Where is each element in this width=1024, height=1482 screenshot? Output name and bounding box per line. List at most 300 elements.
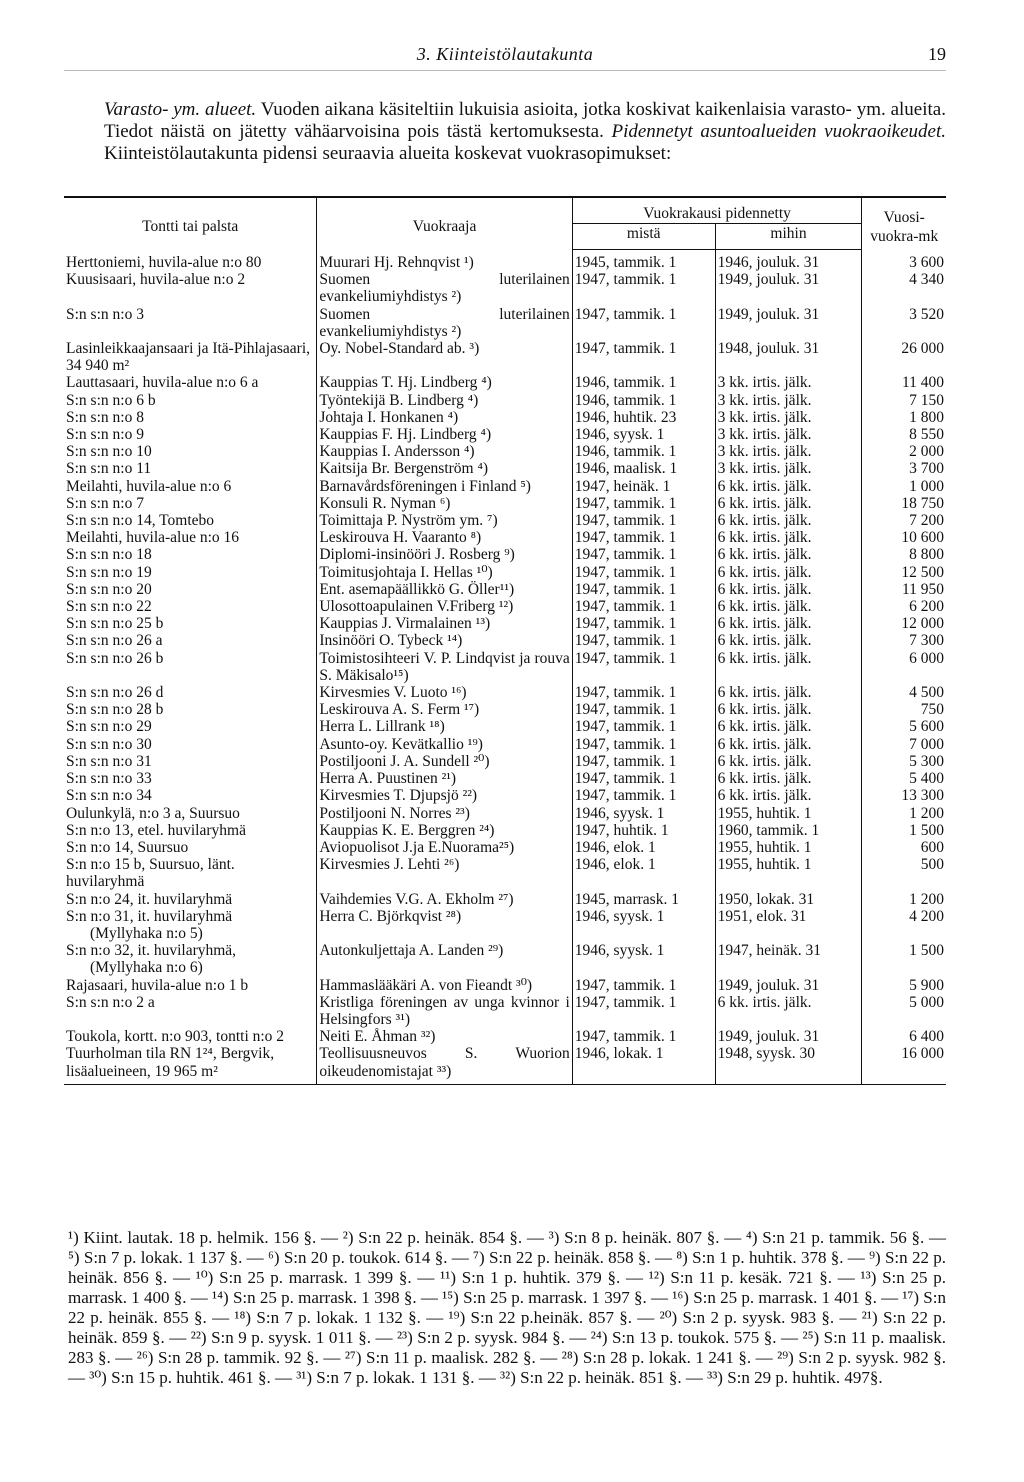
cell-plot-text: Meilahti, huvila-alue n:o 6 [66, 477, 232, 495]
cell-from [572, 546, 715, 563]
cell-lessee [317, 392, 572, 409]
cell-to-text: 6 kk. irtis. jälk. [717, 494, 812, 512]
table-row [64, 856, 946, 890]
section-text-storage: Vuoden aikana käsiteltiin lukuisia asioita, jotka koskivat kaikenlaisia varasto- ym. alueita. Tiedot näistä on jätetty vähäarvoisina pois tästä kertomuksesta. [104, 99, 946, 142]
cell-plot-text: S:n s:n n:o 26 b [66, 649, 164, 667]
cell-from [572, 805, 715, 822]
cell-from-text: 1947, tammik. 1 [574, 787, 677, 805]
cell-rent [862, 787, 946, 804]
cell-plot [64, 1028, 317, 1045]
intro-text [104, 99, 946, 165]
cell-lessee-text: Hammaslääkäri A. von Fieandt ³⁰) [319, 976, 533, 994]
cell-plot [64, 306, 317, 340]
cell-to [715, 736, 862, 753]
table-row [64, 684, 946, 701]
cell-lessee [317, 718, 572, 735]
cell-from [572, 615, 715, 632]
cell-lessee-text: Kristliga föreningen av unga kvinnor i Helsingfors ³¹) [319, 993, 570, 1028]
cell-to-text: 1948, jouluk. 31 [717, 340, 820, 358]
cell-from [572, 374, 715, 391]
cell-rent-text: 1 200 [909, 890, 944, 908]
cell-to-text: 1947, heinäk. 31 [717, 942, 821, 960]
cell-lessee-text: Herra C. Björkqvist ²⁸) [319, 907, 462, 925]
cell-lessee [317, 443, 572, 460]
cell-plot [64, 908, 317, 942]
cell-from-text: 1947, tammik. 1 [574, 529, 677, 547]
header-rent: Vuosi-vuokra-mk [862, 197, 946, 250]
cell-lessee-text: Herra L. Lillrank ¹⁸) [319, 718, 445, 736]
cell-from [572, 392, 715, 409]
cell-from-text: 1947, tammik. 1 [574, 718, 677, 736]
cell-lessee-text: Autonkuljettaja A. Landen ²⁹) [319, 942, 504, 960]
cell-from [572, 409, 715, 426]
header-lessee: Vuokraaja [317, 197, 572, 250]
cell-to-text: 6 kk. irtis. jälk. [717, 529, 812, 547]
cell-from-text: 1947, tammik. 1 [574, 752, 677, 770]
cell-lessee-text: Toimitusjohtaja I. Hellas ¹⁰) [319, 563, 493, 581]
cell-to-text: 1948, syysk. 30 [717, 1045, 815, 1063]
cell-from [572, 529, 715, 546]
cell-plot-text: S:n s:n n:o 25 b [66, 615, 164, 633]
header-period: Vuokrakausi pidennetty [572, 197, 862, 224]
table-row [64, 942, 946, 976]
cell-to-text: 6 kk. irtis. jälk. [717, 718, 812, 736]
cell-plot [64, 581, 317, 598]
cell-plot [64, 271, 317, 305]
cell-rent-text: 12 000 [901, 615, 944, 633]
table-row [64, 306, 946, 340]
cell-plot [64, 891, 317, 908]
cell-to [715, 650, 862, 684]
cell-lessee-text: Kirvesmies J. Lehti ²⁶) [319, 856, 460, 874]
cell-rent [862, 546, 946, 563]
cell-from-text: 1947, tammik. 1 [574, 770, 677, 788]
cell-to [715, 977, 862, 994]
cell-to-text: 6 kk. irtis. jälk. [717, 477, 812, 495]
cell-to-text: 1949, jouluk. 31 [717, 305, 820, 323]
cell-rent [862, 478, 946, 495]
cell-plot-text: S:n s:n n:o 3 [66, 305, 144, 323]
cell-from [572, 564, 715, 581]
cell-rent [862, 718, 946, 735]
cell-rent [862, 891, 946, 908]
cell-rent-text: 10 600 [901, 529, 944, 547]
cell-lessee-text: Johtaja I. Honkanen ⁴) [319, 408, 459, 426]
cell-to-text: 1951, elok. 31 [717, 907, 807, 925]
cell-from-text: 1946, syysk. 1 [574, 907, 665, 925]
cell-rent-text: 26 000 [901, 340, 944, 358]
cell-to [715, 374, 862, 391]
cell-lessee [317, 529, 572, 546]
cell-to-text: 3 kk. irtis. jälk. [717, 391, 812, 409]
cell-plot-continuation: (Myllyhaka n:o 6) [90, 959, 203, 977]
cell-from [572, 822, 715, 839]
cell-plot [64, 977, 317, 994]
cell-rent-text: 7 200 [909, 512, 944, 530]
cell-lessee-text: Asunto-oy. Kevätkallio ¹⁹) [319, 735, 483, 753]
cell-rent [862, 822, 946, 839]
cell-to [715, 495, 862, 512]
cell-plot-text: S:n s:n n:o 28 b [66, 701, 164, 719]
table-row [64, 839, 946, 856]
section-text-leases: Kiinteistölautakunta pidensi seuraavia alueita koskevat vuokrasopimukset: [104, 143, 672, 164]
cell-to [715, 1045, 862, 1084]
cell-rent [862, 409, 946, 426]
cell-from [572, 856, 715, 890]
cell-rent [862, 701, 946, 718]
cell-from [572, 340, 715, 374]
cell-lessee [317, 564, 572, 581]
cell-from [572, 684, 715, 701]
cell-to-text: 1960, tammik. 1 [717, 821, 820, 839]
cell-rent [862, 460, 946, 477]
cell-to [715, 994, 862, 1028]
cell-to-text: 6 kk. irtis. jälk. [717, 770, 812, 788]
cell-lessee-text: Neiti E. Åhman ³²) [319, 1028, 436, 1046]
cell-to [715, 908, 862, 942]
cell-plot [64, 495, 317, 512]
cell-rent [862, 615, 946, 632]
cell-lessee-text: Oy. Nobel-Standard ab. ³) [319, 340, 480, 358]
cell-from [572, 1045, 715, 1084]
cell-from-text: 1947, tammik. 1 [574, 305, 677, 323]
cell-lessee [317, 805, 572, 822]
cell-to-text: 3 kk. irtis. jälk. [717, 443, 812, 461]
table-row [64, 1045, 946, 1084]
cell-plot [64, 512, 317, 529]
cell-lessee [317, 1045, 572, 1084]
cell-lessee [317, 650, 572, 684]
cell-lessee-text: Ulosottoapulainen V.Friberg ¹²) [319, 598, 514, 616]
cell-from [572, 271, 715, 305]
cell-to [715, 942, 862, 976]
table-row [64, 529, 946, 546]
cell-from-text: 1947, heinäk. 1 [574, 477, 671, 495]
cell-to [715, 598, 862, 615]
cell-plot [64, 701, 317, 718]
header-from: mistä [572, 224, 715, 250]
table-row [64, 250, 946, 272]
cell-to-text: 6 kk. irtis. jälk. [717, 993, 812, 1011]
cell-plot-text: S:n s:n n:o 22 [66, 598, 152, 616]
cell-to-text: 6 kk. irtis. jälk. [717, 701, 812, 719]
table-row [64, 822, 946, 839]
cell-plot [64, 478, 317, 495]
cell-plot [64, 684, 317, 701]
cell-to-text: 1949, jouluk. 31 [717, 976, 820, 994]
cell-rent [862, 942, 946, 976]
header-plot: Tontti tai palsta [64, 197, 317, 250]
cell-lessee [317, 460, 572, 477]
cell-rent-text: 13 300 [901, 787, 944, 805]
cell-from-text: 1947, tammik. 1 [574, 340, 677, 358]
table-row [64, 478, 946, 495]
cell-from [572, 908, 715, 942]
cell-to [715, 478, 862, 495]
cell-plot-text: S:n s:n n:o 26 a [66, 632, 163, 650]
table-row [64, 891, 946, 908]
cell-from-text: 1947, tammik. 1 [574, 563, 677, 581]
cell-to [715, 822, 862, 839]
cell-rent-text: 11 950 [901, 580, 944, 598]
cell-plot-text: Oulunkylä, n:o 3 a, Suursuo [66, 804, 240, 822]
cell-lessee [317, 684, 572, 701]
table-row [64, 374, 946, 391]
table-row [64, 460, 946, 477]
cell-plot [64, 856, 317, 890]
cell-rent [862, 512, 946, 529]
cell-rent [862, 1028, 946, 1045]
cell-plot-text: Herttoniemi, huvila-alue n:o 80 [66, 253, 262, 271]
section-heading-leases: Pidennetyt asuntoalueiden vuokraoikeudet. [611, 121, 946, 142]
cell-rent-text: 5 900 [909, 976, 944, 994]
cell-plot [64, 736, 317, 753]
table-row [64, 994, 946, 1028]
table-row [64, 426, 946, 443]
cell-lessee [317, 753, 572, 770]
cell-plot-text: S:n n:o 31, it. huvilaryhmä [66, 907, 233, 925]
cell-plot-text: S:n s:n n:o 34 [66, 787, 152, 805]
cell-from [572, 718, 715, 735]
cell-from-text: 1946, elok. 1 [574, 838, 656, 856]
cell-plot [64, 839, 317, 856]
cell-plot [64, 822, 317, 839]
cell-to [715, 564, 862, 581]
cell-from-text: 1947, tammik. 1 [574, 1028, 677, 1046]
cell-lessee [317, 426, 572, 443]
cell-lessee [317, 512, 572, 529]
cell-from-text: 1947, tammik. 1 [574, 735, 677, 753]
cell-rent-text: 6 000 [909, 649, 944, 667]
cell-from [572, 891, 715, 908]
cell-rent-text: 5 000 [909, 993, 944, 1011]
cell-to-text: 6 kk. irtis. jälk. [717, 598, 812, 616]
cell-plot-text: S:n s:n n:o 9 [66, 426, 144, 444]
table-row [64, 409, 946, 426]
table-row [64, 581, 946, 598]
cell-to [715, 546, 862, 563]
cell-rent [862, 839, 946, 856]
cell-to-text: 6 kk. irtis. jälk. [717, 752, 812, 770]
cell-rent [862, 736, 946, 753]
cell-lessee [317, 994, 572, 1028]
cell-from-text: 1947, huhtik. 1 [574, 821, 669, 839]
cell-from [572, 250, 715, 272]
table-row [64, 753, 946, 770]
cell-to [715, 250, 862, 272]
cell-rent [862, 977, 946, 994]
cell-from-text: 1947, tammik. 1 [574, 546, 677, 564]
table-body [64, 250, 946, 1085]
cell-plot-text: S:n s:n n:o 20 [66, 580, 152, 598]
cell-plot [64, 650, 317, 684]
cell-from-text: 1945, tammik. 1 [574, 254, 677, 271]
cell-from [572, 1028, 715, 1045]
cell-lessee-text: Insinööri O. Tybeck ¹⁴) [319, 632, 463, 650]
cell-plot [64, 392, 317, 409]
cell-plot-text: S:n s:n n:o 6 b [66, 391, 156, 409]
cell-from-text: 1947, tammik. 1 [574, 993, 677, 1011]
cell-lessee-text: Vaihdemies V.G. A. Ekholm ²⁷) [319, 890, 514, 908]
cell-to-text: 1955, huhtik. 1 [717, 804, 812, 822]
cell-to-text: 3 kk. irtis. jälk. [717, 426, 812, 444]
cell-to [715, 839, 862, 856]
page-header [64, 44, 946, 71]
cell-to [715, 787, 862, 804]
cell-lessee-text: Kirvesmies V. Luoto ¹⁶) [319, 684, 467, 702]
cell-lessee-text: Kauppias J. Virmalainen ¹³) [319, 615, 491, 633]
table-row [64, 392, 946, 409]
cell-rent-text: 6 200 [909, 598, 944, 616]
cell-plot [64, 443, 317, 460]
cell-to [715, 1028, 862, 1045]
cell-plot [64, 426, 317, 443]
cell-to-text: 6 kk. irtis. jälk. [717, 580, 812, 598]
cell-to [715, 306, 862, 340]
cell-from [572, 753, 715, 770]
cell-to [715, 770, 862, 787]
cell-to [715, 409, 862, 426]
cell-rent-text: 12 500 [901, 563, 944, 581]
cell-lessee [317, 409, 572, 426]
cell-from-text: 1946, lokak. 1 [574, 1045, 664, 1063]
cell-plot-text: S:n s:n n:o 19 [66, 563, 152, 581]
cell-plot-text: S:n s:n n:o 29 [66, 718, 152, 736]
cell-lessee [317, 374, 572, 391]
cell-lessee [317, 250, 572, 272]
cell-rent [862, 443, 946, 460]
cell-rent-text: 7 000 [909, 735, 944, 753]
cell-lessee-text: Työntekijä B. Lindberg ⁴) [319, 391, 479, 409]
cell-from [572, 770, 715, 787]
cell-lessee-text: Aviopuolisot J.ja E.Nuorama²⁵) [319, 838, 515, 856]
cell-rent-text: 5 300 [909, 752, 944, 770]
cell-rent [862, 1045, 946, 1084]
cell-plot [64, 942, 317, 976]
cell-rent-text: 1 200 [909, 804, 944, 822]
footnotes-text: ¹) Kiint. lautak. 18 p. helmik. 156 §. — ²) S:n 22 p. heinäk. 854 §. — ³) S:n 8 p. heinäk. 807 §. — ⁴) S:n 21 p. tammik. 56 §. — ⁵) S:n 7 p. lokak. 1 137 §. — ⁶) S:n 20 p. toukok. 614 §. — ⁷) S:n 22 p. heinäk. 858 §. — ⁸) S:n 1 p. huhtik. 378 §. — ⁹) S:n 22 p. heinäk. 856 §. — ¹⁰) S:n 25 p. marrask. 1 399 §. — ¹¹) S:n 1 p. huhtik. 379 §. — ¹²) S:n 11 p. kesäk. 721 §. — ¹³) S:n 25 p. marrask. 1 400 §. — ¹⁴) S:n 25 p. marrask. 1 398 §. — ¹⁵) S:n 25 p. marrask. 1 397 §. — ¹⁶) S:n 25 p. marrask. 1 401 §. — ¹⁷) S:n 22 p. heinäk. 855 §. — ¹⁸) S:n 7 p. lokak. 1 132 §. — ¹⁹) S:n 22 p.heinäk. 857 §. — ²⁰) S:n 2 p. syysk. 983 §. — ²¹) S:n 22 p. heinäk. 859 §. — ²²) S:n 9 p. syysk. 1 011 §. — ²³) S:n 2 p. syysk. 984 §. — ²⁴) S:n 13 p. toukok. 575 §. — ²⁵) S:n 11 p. maalisk. 283 §. — ²⁶) S:n 28 p. tammik. 92 §. — ²⁷) S:n 11 p. maalisk. 282 §. — ²⁸) S:n 28 p. lokak. 1 241 §. — ²⁹) S:n 2 p. syysk. 982 §. — ³⁰) S:n 15 p. huhtik. 461 §. — ³¹) S:n 7 p. lokak. 1 131 §. — ³²) S:n 22 p. heinäk. 851 §. — ³³) S:n 29 p. huhtik. 497§. [68, 1228, 946, 1387]
cell-lessee [317, 908, 572, 942]
cell-rent-text: 750 [920, 701, 944, 719]
cell-to-text: 6 kk. irtis. jälk. [717, 563, 812, 581]
cell-to-text: 1949, jouluk. 31 [717, 1028, 820, 1046]
cell-plot [64, 770, 317, 787]
table-row [64, 615, 946, 632]
cell-rent [862, 392, 946, 409]
cell-plot-text: Meilahti, huvila-alue n:o 16 [66, 529, 240, 547]
cell-rent-text: 8 800 [909, 546, 944, 564]
cell-plot-text: Lauttasaari, huvila-alue n:o 6 a [66, 374, 259, 392]
cell-rent [862, 529, 946, 546]
cell-from-text: 1947, tammik. 1 [574, 580, 677, 598]
cell-plot-text: S:n s:n n:o 2 a [66, 993, 155, 1011]
cell-lessee [317, 598, 572, 615]
cell-lessee [317, 581, 572, 598]
table-row [64, 1028, 946, 1045]
cell-from-text: 1946, syysk. 1 [574, 804, 665, 822]
cell-plot [64, 632, 317, 649]
cell-rent-text: 4 200 [909, 907, 944, 925]
cell-lessee [317, 891, 572, 908]
footnotes [68, 1228, 946, 1388]
cell-plot [64, 409, 317, 426]
cell-rent-text: 16 000 [901, 1045, 944, 1063]
cell-to-text: 3 kk. irtis. jälk. [717, 374, 812, 392]
cell-plot-text: S:n n:o 24, it. huvilaryhmä [66, 890, 233, 908]
cell-rent-text: 18 750 [901, 494, 944, 512]
cell-to-text: 1955, huhtik. 1 [717, 856, 812, 874]
cell-to-text: 1949, jouluk. 31 [717, 271, 820, 289]
cell-rent [862, 598, 946, 615]
cell-lessee-text: Kauppias I. Andersson ⁴) [319, 443, 475, 461]
cell-rent [862, 495, 946, 512]
cell-plot [64, 994, 317, 1028]
cell-rent [862, 770, 946, 787]
cell-plot [64, 753, 317, 770]
cell-plot-text: S:n n:o 15 b, Suursuo, länt. huvilaryhmä [66, 856, 235, 891]
cell-lessee-text: Toimistosihteeri V. P. Lindqvist ja rouva S. Mäkisalo¹⁵) [319, 649, 570, 684]
cell-from [572, 736, 715, 753]
cell-lessee [317, 822, 572, 839]
cell-from-text: 1947, tammik. 1 [574, 512, 677, 530]
cell-from [572, 478, 715, 495]
cell-plot [64, 787, 317, 804]
cell-rent [862, 632, 946, 649]
cell-lessee-text: Kauppias T. Hj. Lindberg ⁴) [319, 374, 492, 392]
cell-plot-text: S:n s:n n:o 33 [66, 770, 152, 788]
cell-from [572, 306, 715, 340]
cell-plot [64, 1045, 317, 1084]
cell-to-text: 1950, lokak. 31 [717, 890, 815, 908]
cell-rent-text: 7 150 [909, 391, 944, 409]
cell-rent [862, 564, 946, 581]
cell-rent [862, 805, 946, 822]
page-number: 19 [928, 44, 946, 64]
cell-rent-text: 500 [920, 856, 944, 874]
cell-rent-text: 3 520 [909, 305, 944, 323]
cell-to-text: 6 kk. irtis. jälk. [717, 684, 812, 702]
cell-plot-text: S:n s:n n:o 30 [66, 735, 152, 753]
cell-plot [64, 564, 317, 581]
cell-lessee-text: Konsuli R. Nyman ⁶) [319, 494, 451, 512]
cell-from-text: 1947, tammik. 1 [574, 494, 677, 512]
cell-to-text: 3 kk. irtis. jälk. [717, 460, 812, 478]
cell-to [715, 460, 862, 477]
cell-plot-text: S:n s:n n:o 7 [66, 494, 144, 512]
table-row [64, 805, 946, 822]
cell-from-text: 1946, syysk. 1 [574, 426, 665, 444]
cell-rent-text: 5 600 [909, 718, 944, 736]
cell-from [572, 632, 715, 649]
cell-rent [862, 374, 946, 391]
cell-from-text: 1947, tammik. 1 [574, 598, 677, 616]
header-to: mihin [715, 224, 862, 250]
cell-from [572, 460, 715, 477]
cell-from-text: 1946, maalisk. 1 [574, 460, 678, 478]
table-row [64, 512, 946, 529]
cell-to [715, 701, 862, 718]
cell-plot [64, 374, 317, 391]
cell-lessee-text: Leskirouva A. S. Ferm ¹⁷) [319, 701, 480, 719]
cell-to [715, 856, 862, 890]
cell-lessee [317, 546, 572, 563]
cell-lessee [317, 942, 572, 976]
cell-lessee [317, 632, 572, 649]
cell-to-text: 1955, huhtik. 1 [717, 838, 812, 856]
cell-lessee-text: Kauppias F. Hj. Lindberg ⁴) [319, 426, 492, 444]
cell-from [572, 650, 715, 684]
cell-to-text: 6 kk. irtis. jälk. [717, 615, 812, 633]
